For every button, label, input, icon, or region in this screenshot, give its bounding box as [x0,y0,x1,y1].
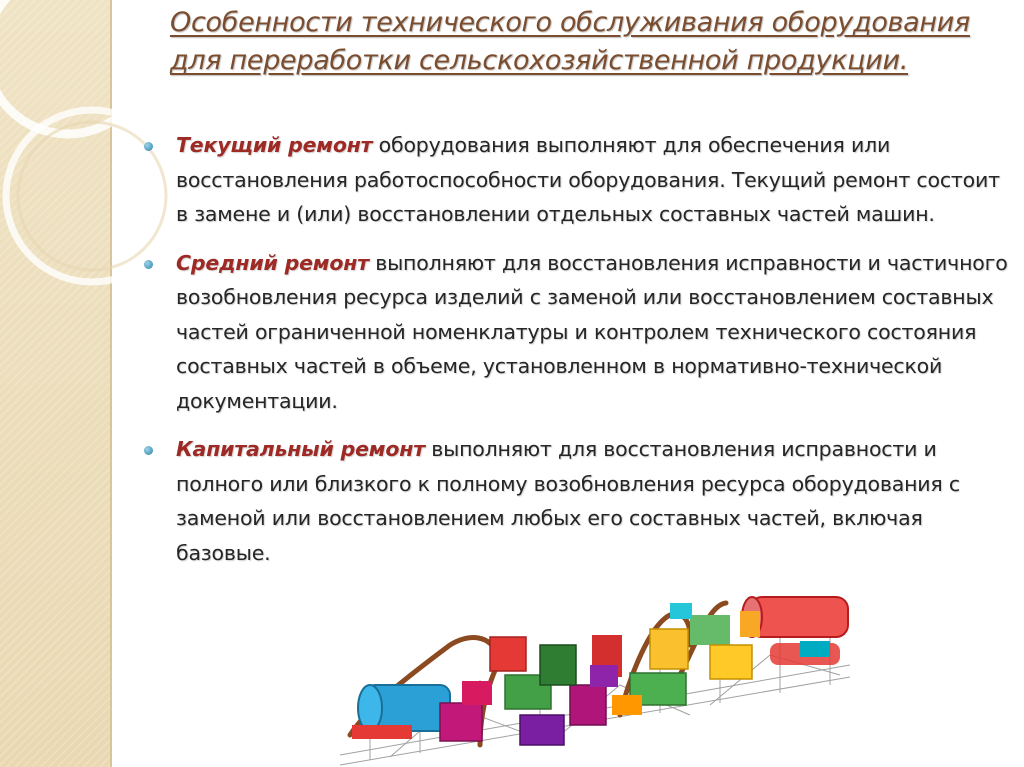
round-bullet-icon [144,260,153,269]
bullet-text: выполняют для восстановления исправности и частичного возобновления ресурса изделий с заменой или восстановлением составных частей ограниченной номенклатуры и контролем технического состояния составных частей в объеме, установленном в нормативно-технической документации. [176,250,1008,413]
bullet-list [176,128,1016,584]
slide-title: Особенности технического обслуживания оборудования для переработки сельскохозяйственной продукции. [170,7,970,76]
term-capital-repair: Капитальный ремонт [176,437,425,461]
term-medium-repair: Средний ремонт [176,250,369,275]
round-bullet-icon [144,142,153,151]
bullet-current-repair [176,128,1016,232]
term-current-repair: Текущий ремонт [176,133,373,157]
bullet-medium-repair [176,246,1016,419]
round-bullet-icon [144,446,153,455]
bullet-text: оборудования выполняют для обеспечения или восстановления работоспособности оборудования. Текущий ремонт состоит в замене и (или) восстановлении отдельных составных частей машин. [176,133,1000,226]
processing-line-illustration [330,585,860,767]
bullet-text: выполняют для восстановления исправности и полного или близкого к полному возобновления ресурса оборудования с заменой или восстановлением любых его составных частей, включая базовые. [176,437,960,565]
bullet-capital-repair [176,432,1016,570]
